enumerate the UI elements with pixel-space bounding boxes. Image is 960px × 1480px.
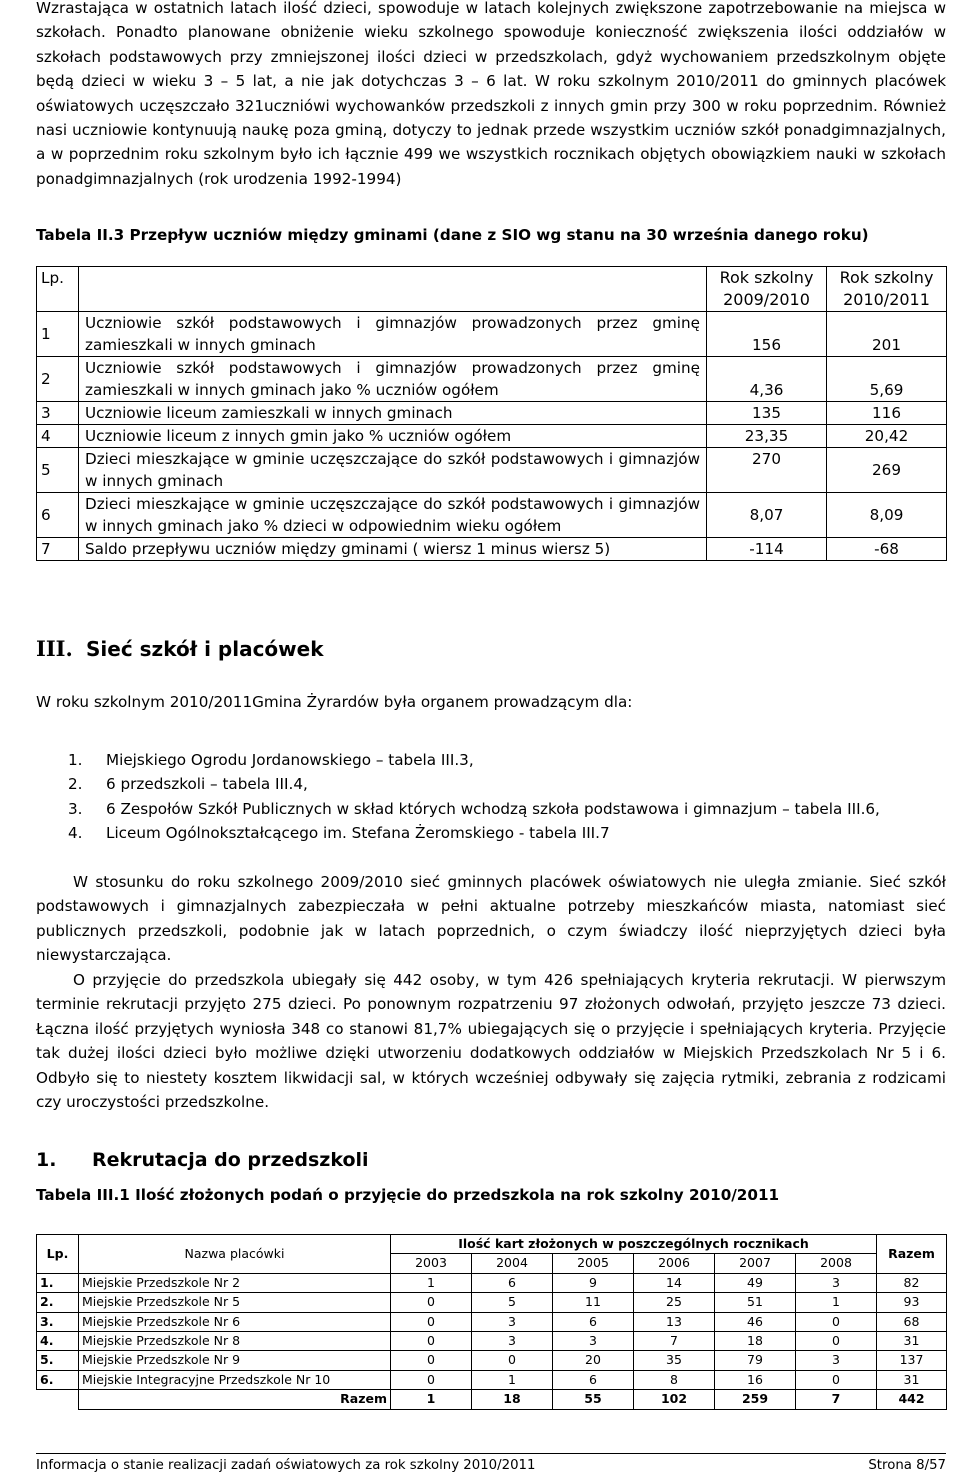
row-year-count: 1 (472, 1370, 553, 1389)
list-item (68, 772, 880, 796)
row-description: Saldo przepływu uczniów między gminami ( wiersz 1 minus wiersz 5) (79, 538, 707, 561)
row-year-count: 7 (634, 1332, 715, 1351)
row-value-2010-2011: 20,42 (827, 425, 947, 448)
row-lp: 5. (37, 1351, 79, 1370)
row-lp: 4. (37, 1332, 79, 1351)
row-year-count: 18 (715, 1332, 796, 1351)
page-number: Strona 8/57 (868, 1458, 946, 1473)
sum-year-count: 18 (472, 1390, 553, 1409)
row-value-2010-2011: -68 (827, 538, 947, 561)
section-3-paragraph-3: O przyjęcie do przedszkola ubiegały się 442 osoby, w tym 426 spełniających kryteria rekrutacji. W pierwszym terminie rekrutacji przyjęto 275 dzieci. Po ponownym rozpatrzeniu 97 złożonych odwołań, przyjęto jeszcze 73 dzieci. Łączna ilość przyjętych wyniosła 348 co stanowi 81,7% ubiegających się o przyjęcie i spełniających kryteria. Przyjęcie tak dużej ilości dzieci było możliwe dzięki utworzeniu dodatkowych oddziałów w Miejskich Przedszkolach Nr 5 i 6. Odbyło się to niestety kosztem likwidacji sal, w których wcześniej odbywały się zajęcia rytmiki, zebrania z rodzicami czy uroczystości przedszkolne. (36, 971, 946, 1112)
row-lp: 2. (37, 1293, 79, 1312)
t3-header-year: 2004 (472, 1254, 553, 1273)
row-year-count: 6 (553, 1312, 634, 1331)
header-lp: Lp. (37, 267, 79, 312)
table-row (37, 357, 947, 402)
row-year-count: 79 (715, 1351, 796, 1370)
t3-header-year: 2008 (796, 1254, 877, 1273)
subsection-1-heading (36, 1149, 369, 1171)
row-year-count: 1 (796, 1293, 877, 1312)
row-year-count: 0 (391, 1312, 472, 1331)
row-value-2009-2010: 156 (707, 312, 827, 357)
row-year-count: 3 (472, 1332, 553, 1351)
intro-text-3: Również nasi uczniowie kontynuują naukę poza gminą, dotyczy to jednak przede wszystkim uczniów szkół ponadgimnazjalnych, a w poprzednim roku szkolnym było ich łącznie 499 we wszystkich rocznikach objętych obowiązkiem nauki w szkołach ponadgimnazjalnych (rok urodzenia 1992-1994) (36, 96, 947, 188)
row-description: Dzieci mieszkające w gminie uczęszczające do szkół podstawowych i gimnazjów w innych gminach (79, 448, 707, 493)
table-row (37, 493, 947, 538)
row-year-count: 3 (472, 1312, 553, 1331)
page-footer (36, 1453, 946, 1473)
row-value-2009-2010: -114 (707, 538, 827, 561)
table-header-row (37, 267, 947, 312)
sum-year-count: 259 (715, 1390, 796, 1409)
managed-units-list (68, 748, 880, 846)
header-year-2009-2010: Rok szkolny 2009/2010 (707, 267, 827, 312)
table-row (37, 1370, 947, 1389)
row-description: Dzieci mieszkające w gminie uczęszczające do szkół podstawowych i gimnazjów w innych gminach jako % dzieci w odpowiednim wieku ogółem (79, 493, 707, 538)
row-description: Uczniowie liceum z innych gmin jako % uczniów ogółem (79, 425, 707, 448)
table-iii1-caption: Tabela III.1 Ilość złożonych podań o przyjęcie do przedszkola na rok szkolny 2010/2011 (36, 1186, 780, 1204)
section-3-paragraph-2: W stosunku do roku szkolnego 2009/2010 sieć gminnych placówek oświatowych nie uległa zmianie. Sieć szkół podstawowych i gimnazjalnych zabezpieczała w pełni aktualne potrzeby mieszkańców miasta, natomiast sieć publicznych przedszkoli, podobnie jak w latach poprzednich, o czym świadczy ilość nieprzyjętych dzieci była niewystarczająca. (36, 873, 946, 965)
row-year-count: 20 (553, 1351, 634, 1370)
row-year-count: 0 (391, 1293, 472, 1312)
list-item-text: 6 Zespołów Szkół Publicznych w skład których wchodzą szkoła podstawowa i gimnazjum – tabela III.6, (106, 799, 880, 818)
table-sum-row (37, 1390, 947, 1409)
table-row (37, 402, 947, 425)
table-row (37, 1312, 947, 1331)
intro-paragraph (36, 0, 946, 191)
table-row (37, 448, 947, 493)
row-lp: 3 (37, 402, 79, 425)
row-year-count: 0 (796, 1332, 877, 1351)
row-lp: 7 (37, 538, 79, 561)
table-row (37, 312, 947, 357)
table-row (37, 1293, 947, 1312)
t3-header-year: 2003 (391, 1254, 472, 1273)
list-item-text: Liceum Ogólnokształcącego im. Stefana Żeromskiego - tabela III.7 (106, 824, 610, 843)
section-3-number: III. (36, 636, 73, 661)
row-lp: 2 (37, 357, 79, 402)
row-year-count: 0 (391, 1351, 472, 1370)
footer-title: Informacja o stanie realizacji zadań oświatowych za rok szkolny 2010/2011 (36, 1458, 536, 1473)
list-item (68, 821, 880, 845)
row-lp: 6. (37, 1370, 79, 1389)
row-lp: 4 (37, 425, 79, 448)
sum-blank-cell (37, 1390, 79, 1409)
list-item (68, 748, 880, 772)
row-year-count: 8 (634, 1370, 715, 1389)
row-value-2009-2010: 135 (707, 402, 827, 425)
row-total: 82 (877, 1273, 947, 1292)
row-value-2010-2011: 116 (827, 402, 947, 425)
row-total: 93 (877, 1293, 947, 1312)
t3-header-total: Razem (877, 1235, 947, 1274)
sum-year-count: 55 (553, 1390, 634, 1409)
row-year-count: 51 (715, 1293, 796, 1312)
row-total: 31 (877, 1370, 947, 1389)
row-lp: 5 (37, 448, 79, 493)
row-year-count: 49 (715, 1273, 796, 1292)
table-row (37, 1273, 947, 1292)
sum-year-count: 1 (391, 1390, 472, 1409)
row-value-2009-2010: 4,36 (707, 357, 827, 402)
sum-year-count: 7 (796, 1390, 877, 1409)
section-3-lead: W roku szkolnym 2010/2011Gmina Żyrardów była organem prowadzącym dla: (36, 693, 633, 711)
row-total: 68 (877, 1312, 947, 1331)
row-year-count: 1 (391, 1273, 472, 1292)
row-facility-name: Miejskie Przedszkole Nr 2 (79, 1273, 391, 1292)
row-value-2009-2010: 23,35 (707, 425, 827, 448)
table-row (37, 1351, 947, 1370)
list-item-number: 2. (68, 775, 83, 794)
row-year-count: 9 (553, 1273, 634, 1292)
row-year-count: 13 (634, 1312, 715, 1331)
list-item-number: 4. (68, 824, 83, 843)
row-value-2010-2011: 201 (827, 312, 947, 357)
t3-header-group: Ilość kart złożonych w poszczególnych rocznikach (391, 1235, 877, 1254)
header-description (79, 267, 707, 312)
row-description: Uczniowie szkół podstawowych i gimnazjów prowadzonych przez gminę zamieszkali w innych gminach jako % uczniów ogółem (79, 357, 707, 402)
row-total: 31 (877, 1332, 947, 1351)
subsection-1-title: Rekrutacja do przedszkoli (92, 1149, 369, 1171)
section-3-heading (36, 636, 324, 661)
row-facility-name: Miejskie Przedszkole Nr 9 (79, 1351, 391, 1370)
row-year-count: 46 (715, 1312, 796, 1331)
section-3-title: Sieć szkół i placówek (86, 637, 324, 661)
row-total: 137 (877, 1351, 947, 1370)
list-item (68, 797, 880, 821)
sum-year-count: 102 (634, 1390, 715, 1409)
row-description: Uczniowie szkół podstawowych i gimnazjów prowadzonych przez gminę zamieszkali w innych gminach (79, 312, 707, 357)
sum-label: Razem (79, 1390, 391, 1409)
table-iii1-header-row-1 (37, 1235, 947, 1254)
list-item-number: 1. (68, 751, 83, 769)
t3-header-year: 2007 (715, 1254, 796, 1273)
row-lp: 3. (37, 1312, 79, 1331)
row-year-count: 11 (553, 1293, 634, 1312)
row-year-count: 3 (796, 1273, 877, 1292)
subsection-1-number: 1. (36, 1149, 57, 1171)
row-facility-name: Miejskie Przedszkole Nr 5 (79, 1293, 391, 1312)
row-year-count: 16 (715, 1370, 796, 1389)
table-ii3-caption: Tabela II.3 Przepływ uczniów między gminami (dane z SIO wg stanu na 30 września danego roku) (36, 226, 869, 244)
row-lp: 6 (37, 493, 79, 538)
intro-text-1: Wzrastająca w ostatnich latach ilość dzieci, spowoduje w latach kolejnych zwiększone zapotrzebowanie na miejsca w szkołach. Ponadto planowane obniżenie wieku szkolnego spowoduje konieczność zwiększenia ilości oddziałów w szkołach podstawowych przy zmniejszonej ilości dzieci w przedszkolach, gdyż wychowaniem przedszkolnym objęte będą dzieci w wieku 3 – 5 lat, a nie jak dotychczas 3 – 6 lat. (36, 0, 946, 91)
row-value-2010-2011: 5,69 (827, 357, 947, 402)
t3-header-year: 2006 (634, 1254, 715, 1273)
row-year-count: 0 (796, 1370, 877, 1389)
row-year-count: 0 (391, 1332, 472, 1351)
row-year-count: 35 (634, 1351, 715, 1370)
row-year-count: 3 (553, 1332, 634, 1351)
row-facility-name: Miejskie Przedszkole Nr 6 (79, 1312, 391, 1331)
row-lp: 1. (37, 1273, 79, 1292)
t3-header-year: 2005 (553, 1254, 634, 1273)
row-description: Uczniowie liceum zamieszkali w innych gminach (79, 402, 707, 425)
table-row (37, 538, 947, 561)
row-value-2010-2011: 269 (827, 448, 947, 493)
list-item-number: 3. (68, 799, 83, 818)
row-year-count: 6 (472, 1273, 553, 1292)
table-row (37, 1332, 947, 1351)
row-value-2009-2010: 8,07 (707, 493, 827, 538)
t3-header-name: Nazwa placówki (79, 1235, 391, 1274)
row-value-2010-2011: 8,09 (827, 493, 947, 538)
row-year-count: 0 (472, 1351, 553, 1370)
intro-text-2: W roku szkolnym 2010/2011 do gminnych placówek oświatowych uczęszczało 321uczniówi wychowanków przedszkoli z innych gmin przy 300 w roku poprzednim. (36, 72, 947, 115)
row-year-count: 14 (634, 1273, 715, 1292)
t3-header-lp: Lp. (37, 1235, 79, 1274)
list-item-text: 6 przedszkoli – tabela III.4, (106, 775, 308, 794)
row-value-2009-2010: 270 (707, 448, 827, 493)
row-year-count: 25 (634, 1293, 715, 1312)
row-facility-name: Miejskie Integracyjne Przedszkole Nr 10 (79, 1370, 391, 1389)
row-year-count: 6 (553, 1370, 634, 1389)
row-year-count: 0 (391, 1370, 472, 1389)
row-year-count: 3 (796, 1351, 877, 1370)
row-facility-name: Miejskie Przedszkole Nr 8 (79, 1332, 391, 1351)
row-year-count: 0 (796, 1312, 877, 1331)
list-item-text: Miejskiego Ogrodu Jordanowskiego – tabela III.3, (106, 751, 474, 769)
table-iii1 (36, 1234, 947, 1410)
row-lp: 1 (37, 312, 79, 357)
row-year-count: 5 (472, 1293, 553, 1312)
table-ii3 (36, 266, 947, 561)
header-year-2010-2011: Rok szkolny 2010/2011 (827, 267, 947, 312)
table-row (37, 425, 947, 448)
sum-total: 442 (877, 1390, 947, 1409)
